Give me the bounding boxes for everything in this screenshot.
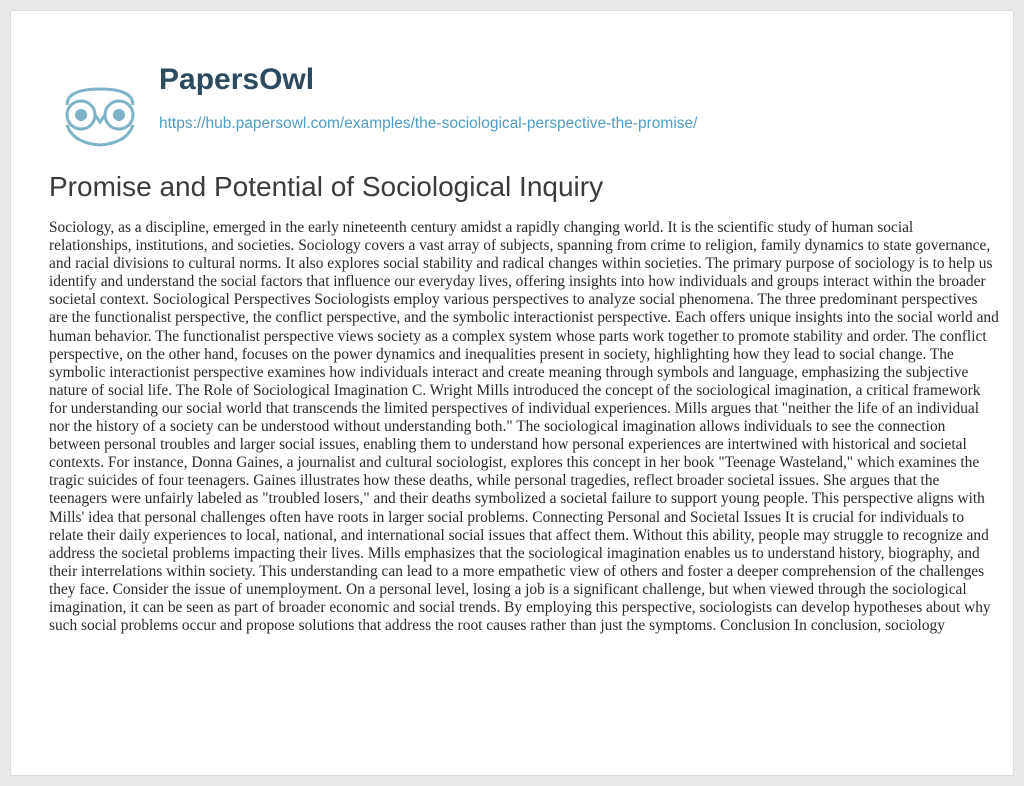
article-title: Promise and Potential of Sociological Inquiry — [49, 171, 604, 202]
brand-name: PapersOwl — [159, 63, 315, 96]
document-page — [10, 10, 1014, 776]
owl-eyes-icon — [59, 75, 141, 157]
source-url-link[interactable]: https://hub.papersowl.com/examples/the-sociological-perspective-the-promise/ — [159, 115, 698, 132]
article-body: Sociology, as a discipline, emerged in the early nineteenth century amidst a rapidly changing world. It is the scientific study of human social relationships, institutions, and societies. Sociology covers a vast array of subjects, spanning from crime to religion, family dynamics to state governance, and racial divisions to cultural norms. It also explores social stability and radical changes within societies. The primary purpose of sociology is to help us identify and understand the social factors that influence our everyday lives, offering insights into how individuals and groups interact within the broader societal context. Sociological Perspectives Sociologists employ various perspectives to analyze social phenomena. The three predominant perspectives are the functionalist perspective, the conflict perspective, and the symbolic interactionist perspective. Each offers unique insights into the social world and human behavior. The functionalist perspective views society as a complex system whose parts work together to promote stability and order. The conflict perspective, on the other hand, focuses on the power dynamics and inequalities present in society, highlighting how they lead to social change. The symbolic interactionist perspective examines how individuals interact and create meaning through symbols and language, emphasizing the subjective nature of social life. The Role of Sociological Imagination C. Wright Mills introduced the concept of the sociological imagination, a critical framework for understanding our social world that transcends the limited perspectives of individual experiences. Mills argues that "neither the life of an individual nor the history of a society can be understood without understanding both." The sociological imagination allows individuals to see the connection between personal troubles and larger social issues, enabling them to understand how personal experiences are intertwined with historical and societal contexts. For instance, Donna Gaines, a journalist and cultural sociologist, explores this concept in her book "Teenage Wasteland," which examines the tragic suicides of four teenagers. Gaines illustrates how these deaths, while personal tragedies, reflect broader societal issues. She argues that the teenagers were unfairly labeled as "troubled losers," and their deaths symbolized a societal failure to support young people. This perspective aligns with Mills' idea that personal challenges often have roots in larger social problems. Connecting Personal and Societal Issues It is crucial for individuals to relate their daily experiences to local, national, and international social issues that affect them. Without this ability, people may struggle to recognize and address the societal problems impacting their lives. Mills emphasizes that the sociological imagination enables us to understand history, biography, and their interrelations within society. This understanding can lead to a more empathetic view of others and foster a deeper comprehension of the challenges they face. Consider the issue of unemployment. On a personal level, losing a job is a significant challenge, but when viewed through the sociological imagination, it can be seen as part of broader economic and social trends. By employing this perspective, sociologists can develop hypotheses about why such social problems occur and propose solutions that address the root causes rather than just the symptoms. Conclusion In conclusion, sociology — [49, 219, 999, 635]
header — [59, 63, 959, 153]
